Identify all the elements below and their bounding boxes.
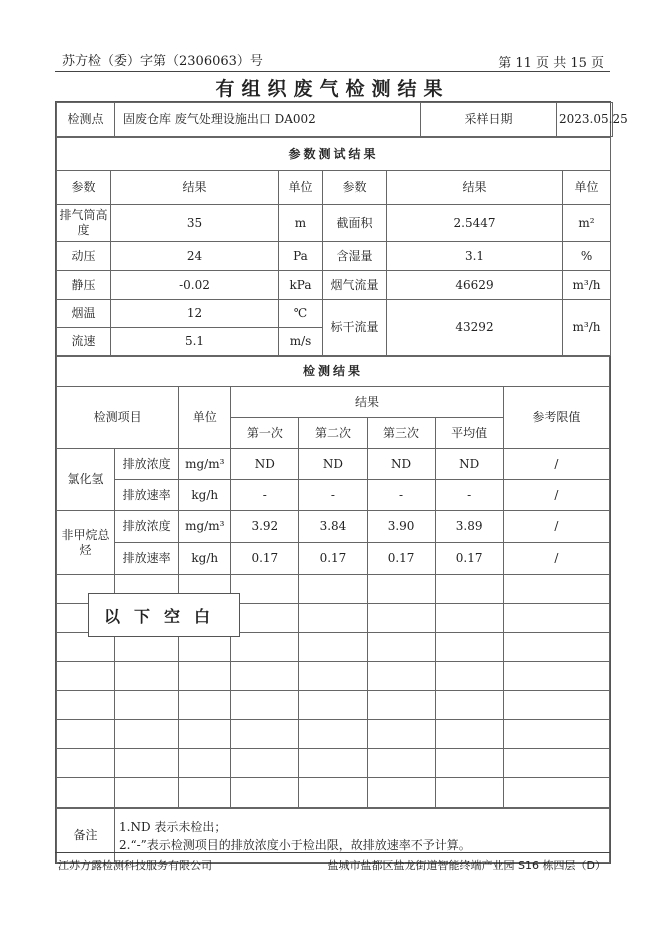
param-name: 烟温 xyxy=(57,300,111,328)
table-row xyxy=(57,511,610,543)
run-value: - xyxy=(299,480,367,511)
report-number: 苏方检（委）字第（2306063）号 xyxy=(62,54,263,69)
page-indicator: 第 11 页 共 15 页 xyxy=(498,56,604,71)
limit-value: / xyxy=(503,543,609,575)
params-header-row xyxy=(57,171,611,205)
pollutant-name: 非甲烷总烃 xyxy=(57,511,115,575)
run-value: 0.17 xyxy=(367,543,435,575)
param-name: 排气筒高度 xyxy=(57,205,111,242)
param-value: 46629 xyxy=(387,271,563,300)
results-header-limit: 参考限值 xyxy=(503,387,609,449)
param-name: 静压 xyxy=(57,271,111,300)
avg-value: - xyxy=(435,480,503,511)
page-title: 有组织废气检测结果 xyxy=(215,78,450,100)
param-name: 烟气流量 xyxy=(323,271,387,300)
params-header-unit2: 单位 xyxy=(563,171,611,205)
results-header-run3: 第三次 xyxy=(367,418,435,449)
table-row xyxy=(57,543,610,575)
param-unit: kPa xyxy=(279,271,323,300)
metric-unit: mg/m³ xyxy=(179,449,231,480)
notes-label: 备注 xyxy=(57,809,115,863)
run-value: ND xyxy=(367,449,435,480)
table-row xyxy=(57,242,611,271)
param-name: 含湿量 xyxy=(323,242,387,271)
params-header-result2: 结果 xyxy=(387,171,563,205)
limit-value: / xyxy=(503,511,609,543)
table-row xyxy=(57,300,611,328)
param-unit: Pa xyxy=(279,242,323,271)
param-value: 2.5447 xyxy=(387,205,563,242)
results-header-item: 检测项目 xyxy=(57,387,179,449)
run-value: ND xyxy=(231,449,299,480)
header-divider xyxy=(55,71,610,72)
result-table xyxy=(56,102,628,137)
results-header-run2: 第二次 xyxy=(299,418,367,449)
param-value: 24 xyxy=(111,242,279,271)
results-header-result: 结果 xyxy=(231,387,503,418)
run-value: 3.84 xyxy=(299,511,367,543)
note-line-1: 1.ND 表示未检出； xyxy=(119,819,227,834)
point-label: 检测点 xyxy=(57,103,115,137)
param-unit: ℃ xyxy=(279,300,323,328)
empty-row xyxy=(57,720,610,749)
run-value: 3.92 xyxy=(231,511,299,543)
avg-value: 0.17 xyxy=(435,543,503,575)
param-name: 标干流量 xyxy=(323,300,387,356)
metric-unit: kg/h xyxy=(179,480,231,511)
note-line-2: 2.“-”表示检测项目的排放浓度小于检出限，故排放速率不予计算。 xyxy=(119,837,471,852)
param-value: 12 xyxy=(111,300,279,328)
run-value: - xyxy=(367,480,435,511)
metric-name: 排放浓度 xyxy=(115,511,179,543)
metric-name: 排放浓度 xyxy=(115,449,179,480)
params-header-param: 参数 xyxy=(57,171,111,205)
empty-row xyxy=(57,691,610,720)
limit-value: / xyxy=(503,480,609,511)
param-value: 3.1 xyxy=(387,242,563,271)
param-value: 35 xyxy=(111,205,279,242)
result-sheet xyxy=(55,101,628,864)
date-value: 2023.05.25 xyxy=(557,103,613,137)
table-row xyxy=(57,449,610,480)
run-value: 0.17 xyxy=(231,543,299,575)
table-row xyxy=(57,271,611,300)
results-table xyxy=(56,356,610,808)
avg-value: 3.89 xyxy=(435,511,503,543)
param-unit: m³/h xyxy=(563,300,611,356)
footer-address: 盐城市盐都区盐龙街道智能终端产业园 S16 栋四层（D） xyxy=(327,859,606,872)
param-value: -0.02 xyxy=(111,271,279,300)
notes-row xyxy=(57,809,610,863)
results-header-avg: 平均值 xyxy=(435,418,503,449)
param-unit: m/s xyxy=(279,328,323,356)
param-value: 5.1 xyxy=(111,328,279,356)
table-row xyxy=(57,205,611,242)
results-header-run1: 第一次 xyxy=(231,418,299,449)
metric-unit: kg/h xyxy=(179,543,231,575)
metric-name: 排放速率 xyxy=(115,543,179,575)
limit-value: / xyxy=(503,449,609,480)
run-value: - xyxy=(231,480,299,511)
params-section-title: 参数测试结果 xyxy=(57,138,611,171)
param-unit: m xyxy=(279,205,323,242)
empty-row xyxy=(57,749,610,778)
param-name: 截面积 xyxy=(323,205,387,242)
param-value: 43292 xyxy=(387,300,563,356)
params-header-result: 结果 xyxy=(111,171,279,205)
param-unit: % xyxy=(563,242,611,271)
params-header-unit: 单位 xyxy=(279,171,323,205)
blank-below-stamp: 以下空白 xyxy=(88,593,240,637)
pollutant-name: 氯化氢 xyxy=(57,449,115,511)
run-value: 0.17 xyxy=(299,543,367,575)
param-unit: m² xyxy=(563,205,611,242)
params-table xyxy=(56,137,611,356)
results-header-unit: 单位 xyxy=(179,387,231,449)
notes-content xyxy=(115,809,610,863)
run-value: ND xyxy=(299,449,367,480)
results-section-title: 检测结果 xyxy=(57,357,610,387)
point-value: 固废仓库 废气处理设施出口 DA002 xyxy=(115,103,421,137)
metric-unit: mg/m³ xyxy=(179,511,231,543)
footer-divider xyxy=(55,852,610,853)
results-header-row xyxy=(57,387,610,418)
param-unit: m³/h xyxy=(563,271,611,300)
avg-value: ND xyxy=(435,449,503,480)
info-row xyxy=(57,103,613,137)
empty-row xyxy=(57,662,610,691)
run-value: 3.90 xyxy=(367,511,435,543)
table-row xyxy=(57,480,610,511)
params-header-param2: 参数 xyxy=(323,171,387,205)
date-label: 采样日期 xyxy=(421,103,557,137)
param-name: 流速 xyxy=(57,328,111,356)
notes-table xyxy=(56,808,610,863)
footer-company: 江苏方露检测科技服务有限公司 xyxy=(58,859,212,872)
param-name: 动压 xyxy=(57,242,111,271)
empty-row xyxy=(57,778,610,808)
metric-name: 排放速率 xyxy=(115,480,179,511)
